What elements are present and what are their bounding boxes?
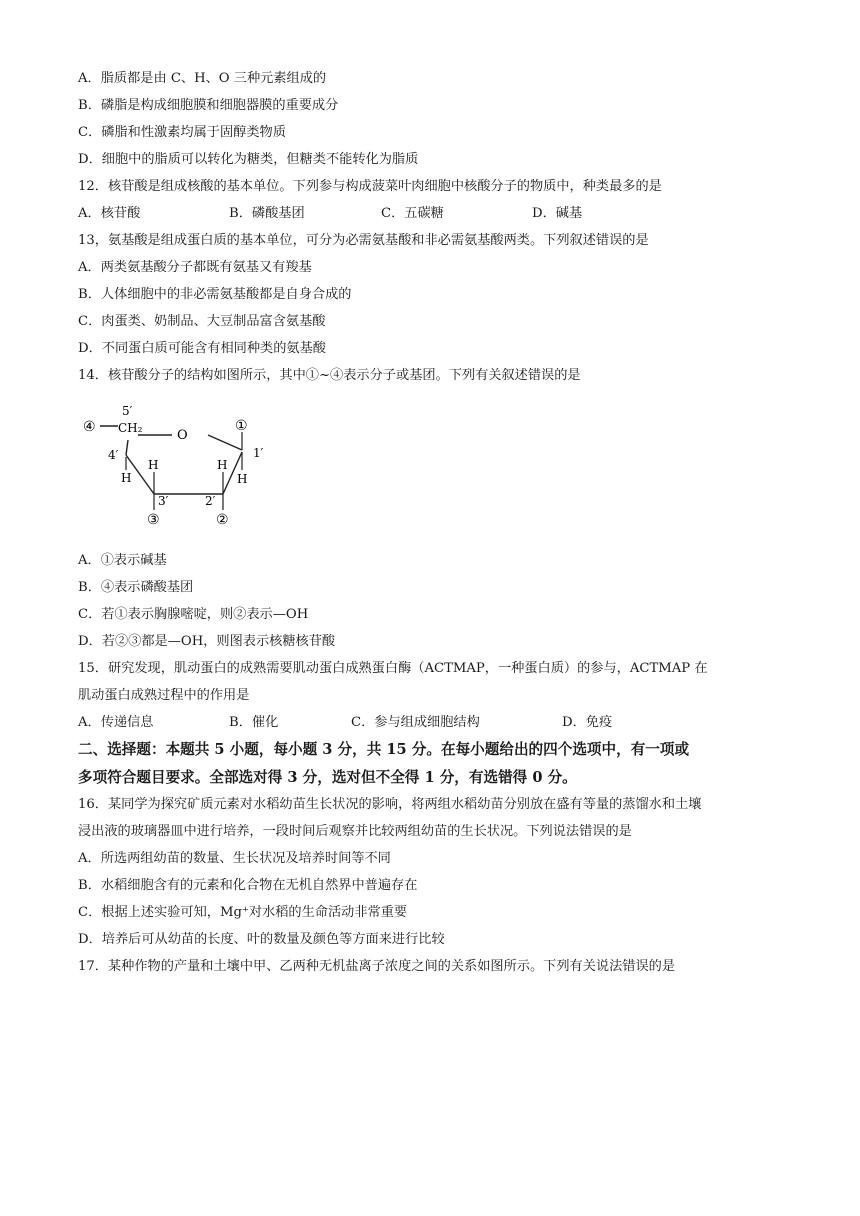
label-group-3: ③: [147, 512, 160, 528]
bond-ch2-c4: [126, 440, 128, 455]
label-group-4: ④: [83, 419, 96, 435]
q12-option-b: B．磷酸基团: [229, 206, 305, 221]
q15-option-d: D．免疫: [562, 715, 613, 730]
q13-option-b: B．人体细胞中的非必需氨基酸都是自身合成的: [78, 287, 352, 302]
label-c1: 1′: [253, 446, 264, 460]
label-h-c1: H: [237, 472, 248, 486]
q13-option-c: C．肉蛋类、奶制品、大豆制品富含氨基酸: [78, 314, 326, 329]
q13-option-a: A．两类氨基酸分子都既有氨基又有羧基: [78, 260, 312, 275]
label-c5: 5′: [122, 404, 133, 418]
q15-stem-line2: 肌动蛋白成熟过程中的作用是: [78, 688, 250, 703]
q15-option-c: C．参与组成细胞结构: [351, 715, 480, 730]
q12-stem: 12．核苷酸是组成核酸的基本单位。下列参与构成菠菜叶肉细胞中核酸分子的物质中，种类最多的是: [78, 179, 662, 194]
q16-stem-line1: 16．某同学为探究矿质元素对水稻幼苗生长状况的影响，将两组水稻幼苗分别放在盛有等量的蒸馏水和土壤: [78, 797, 702, 812]
label-h-c4: H: [121, 471, 132, 485]
q13-stem: 13，氨基酸是组成蛋白质的基本单位，可分为必需氨基酸和非必需氨基酸两类。下列叙述错误的是: [78, 233, 649, 248]
q16-option-b: B．水稻细胞含有的元素和化合物在无机自然界中普遍存在: [78, 878, 418, 893]
label-c2: 2′: [205, 494, 216, 508]
section-2-heading-line2: 多项符合题目要求。全部选对得 3 分，选对但不全得 1 分，有选错得 0 分。: [78, 769, 577, 786]
bond-o-c1: [208, 435, 242, 450]
q12-options: [78, 205, 798, 223]
label-c3: 3′: [158, 494, 169, 508]
label-group-2: ②: [216, 512, 229, 528]
label-h-c3: H: [148, 458, 159, 472]
q12-option-a: A．核苷酸: [78, 206, 141, 221]
q15-option-a: A．传递信息: [78, 715, 154, 730]
q12-option-d: D．碱基: [532, 206, 583, 221]
q15-options: [78, 714, 798, 732]
nucleotide-structure-figure: [78, 402, 278, 532]
q11-option-a: A．脂质都是由 C、H、O 三种元素组成的: [78, 71, 327, 86]
q11-option-d: D．细胞中的脂质可以转化为糖类，但糖类不能转化为脂质: [78, 152, 419, 167]
q14-stem: 14．核苷酸分子的结构如图所示，其中①~④表示分子或基团。下列有关叙述错误的是: [78, 368, 581, 383]
label-ring-o: O: [177, 428, 188, 443]
q14-option-d: D．若②③都是—OH，则图表示核糖核苷酸: [78, 634, 336, 649]
section-2-heading-line1: 二、选择题：本题共 5 小题，每小题 3 分，共 15 分。在每小题给出的四个选项中，有一项或: [78, 741, 690, 758]
q11-option-c: C．磷脂和性激素均属于固醇类物质: [78, 125, 286, 140]
label-c4: 4′: [108, 448, 119, 462]
q11-option-b: B．磷脂是构成细胞膜和细胞器膜的重要成分: [78, 98, 339, 113]
q16-stem-line2: 浸出液的玻璃器皿中进行培养，一段时间后观察并比较两组幼苗的生长状况。下列说法错误的是: [78, 824, 632, 839]
q14-option-a: A．①表示碱基: [78, 553, 167, 568]
q16-option-d: D．培养后可从幼苗的长度、叶的数量及颜色等方面来进行比较: [78, 932, 445, 947]
q16-option-c: C．根据上述实验可知，Mg⁺对水稻的生命活动非常重要: [78, 905, 408, 920]
label-ch2: CH₂: [118, 421, 143, 435]
q16-option-a: A．所选两组幼苗的数量、生长状况及培养时间等不同: [78, 851, 391, 866]
q13-option-d: D．不同蛋白质可能含有相同种类的氨基酸: [78, 341, 326, 356]
q15-option-b: B．催化: [229, 715, 279, 730]
q15-stem-line1: 15．研究发现，肌动蛋白的成熟需要肌动蛋白成熟蛋白酶（ACTMAP，一种蛋白质）的参与，ACTMAP 在: [78, 661, 708, 676]
q14-option-b: B．④表示磷酸基团: [78, 580, 194, 595]
label-group-1: ①: [235, 418, 248, 434]
q14-option-c: C．若①表示胸腺嘧啶，则②表示—OH: [78, 607, 309, 622]
label-h-c2: H: [217, 458, 228, 472]
q12-option-c: C．五碳糖: [381, 206, 444, 221]
q17-stem: 17．某种作物的产量和土壤中甲、乙两种无机盐离子浓度之间的关系如图所示。下列有关说法错误的是: [78, 959, 676, 974]
